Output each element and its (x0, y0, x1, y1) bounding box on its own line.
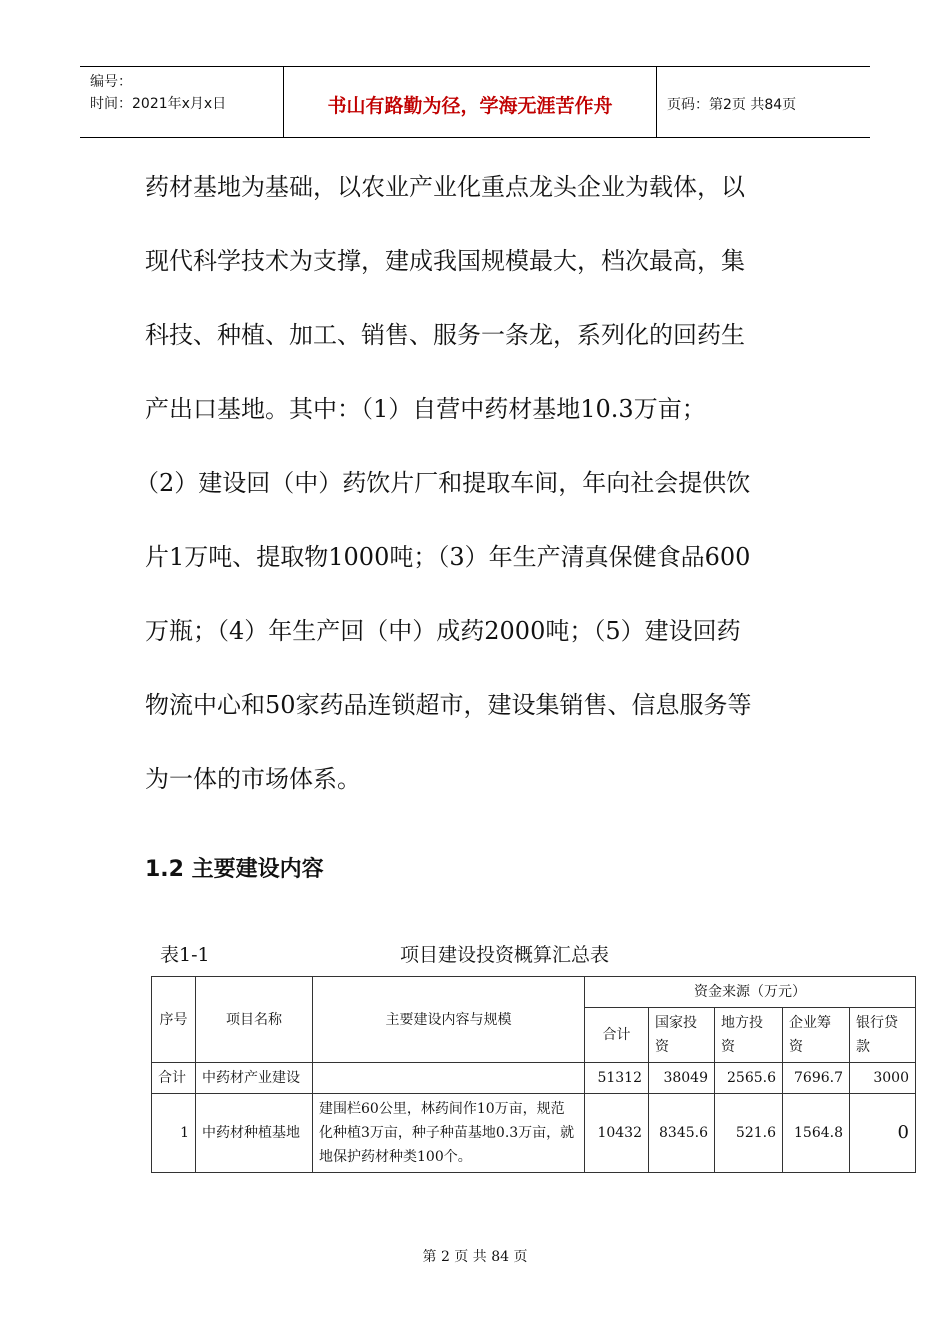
header-motto: 书山有路勤为径，学海无涯苦作舟 (327, 95, 613, 117)
header-enterprise: 企业筹资 (783, 1008, 850, 1063)
header-motto-cell (284, 67, 657, 137)
cell-total: 51312 (585, 1063, 649, 1094)
cell-content (313, 1063, 585, 1094)
investment-table (151, 976, 916, 1173)
header-local: 地方投资 (715, 1008, 783, 1063)
cell-total: 10432 (585, 1094, 649, 1173)
header-content: 主要建设内容与规模 (313, 977, 585, 1063)
header-national: 国家投资 (649, 1008, 715, 1063)
cell-local: 521.6 (715, 1094, 783, 1173)
cell-enterprise: 1564.8 (783, 1094, 850, 1173)
header-seq: 序号 (152, 977, 196, 1063)
header-page-info: 页码：第2页 共84页 (667, 97, 797, 113)
body-line: 药材基地为基础，以农业产业化重点龙头企业为载体，以 (145, 173, 745, 201)
cell-seq: 合计 (152, 1063, 196, 1094)
cell-local: 2565.6 (715, 1063, 783, 1094)
table-caption-number: 表1-1 (160, 944, 210, 966)
body-line: （2）建设回（中）药饮片厂和提取车间，年向社会提供饮 (135, 469, 751, 497)
table-row (152, 1094, 916, 1173)
header-funding: 资金来源（万元） (585, 977, 916, 1008)
cell-content: 建围栏60公里，林药间作10万亩，规范化种植3万亩，种子种苗基地0.3万亩，就地保护药材种类100个。 (313, 1094, 585, 1173)
header-page-cell (657, 67, 870, 137)
document-number-label: 编号： (90, 74, 132, 90)
section-heading: 1.2 主要建设内容 (145, 857, 324, 882)
cell-enterprise: 7696.7 (783, 1063, 850, 1094)
cell-name: 中药材种植基地 (196, 1094, 313, 1173)
cell-name: 中药材产业建设 (196, 1063, 313, 1094)
cell-seq: 1 (152, 1094, 196, 1173)
body-line: 产出口基地。其中：（1）自营中药材基地10.3万亩； (145, 395, 706, 423)
body-line: 物流中心和50家药品连锁超市，建设集销售、信息服务等 (145, 691, 752, 719)
header-name: 项目名称 (196, 977, 313, 1063)
body-line: 为一体的市场体系。 (145, 765, 361, 793)
cell-national: 38049 (649, 1063, 715, 1094)
header-meta-cell (80, 67, 284, 137)
table-row (152, 1063, 916, 1094)
header-bank: 银行贷款 (850, 1008, 916, 1063)
body-line: 现代科学技术为支撑，建成我国规模最大，档次最高，集 (145, 247, 745, 275)
page-footer: 第 2 页 共 84 页 (422, 1249, 528, 1265)
document-date: 时间：2021年x月x日 (90, 96, 227, 112)
cell-national: 8345.6 (649, 1094, 715, 1173)
body-line: 片1万吨、提取物1000吨；（3）年生产清真保健食品600 (145, 543, 751, 571)
body-line: 科技、种植、加工、销售、服务一条龙，系列化的回药生 (145, 321, 745, 349)
body-line: 万瓶；（4）年生产回（中）成药2000吨；（5）建设回药 (145, 617, 741, 645)
table-caption-title: 项目建设投资概算汇总表 (400, 944, 610, 966)
table-header-row (152, 977, 916, 1008)
cell-bank: 3000 (850, 1063, 916, 1094)
page-header (80, 66, 870, 138)
header-total: 合计 (585, 1008, 649, 1063)
cell-bank: 0 (850, 1094, 916, 1173)
